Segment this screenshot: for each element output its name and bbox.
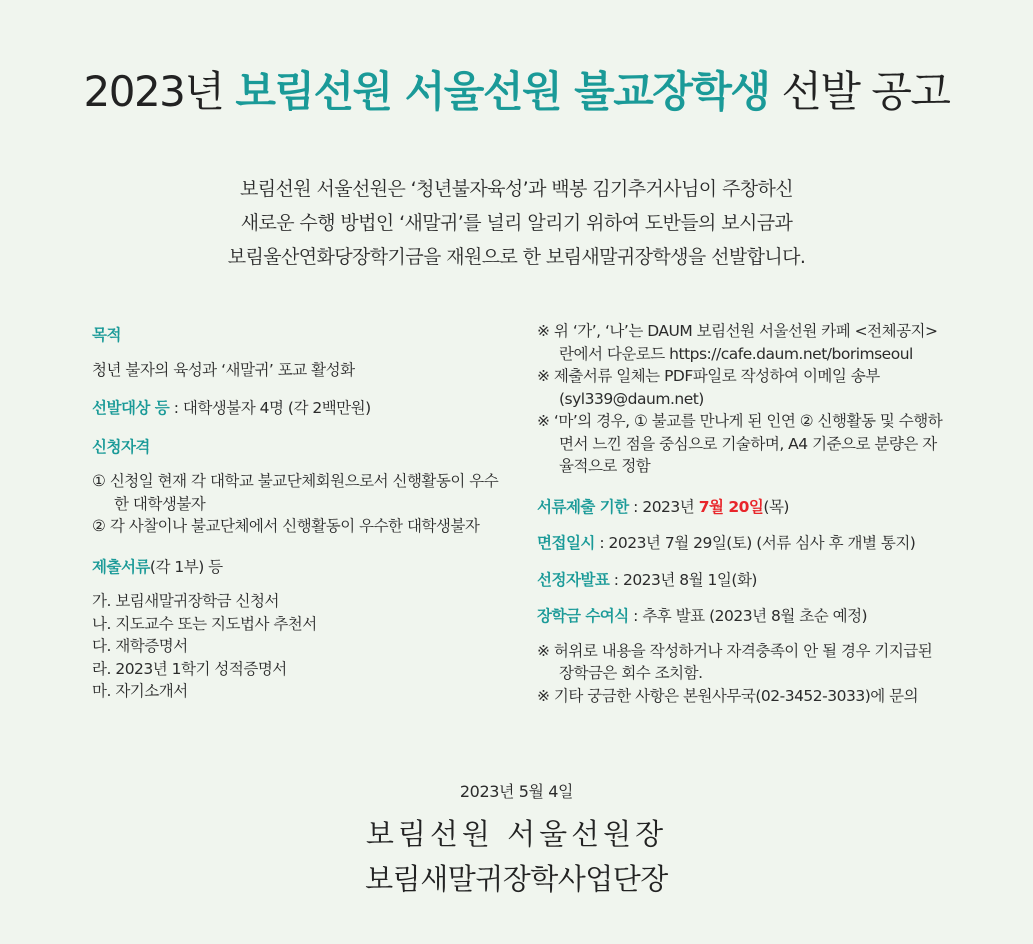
documents-heading [92,556,512,579]
warning-item: ※ 허위로 내용을 작성하거나 자격충족이 안 될 경우 기지급된 장학금은 회수 조치함. [537,641,933,682]
intro-paragraph [0,172,1033,274]
qualification-label: 신청자격 [92,437,150,456]
title-highlight: 보림선원 서울선원 불교장학생 [235,67,770,116]
documents-label: 제출서류 [92,557,150,576]
document-item: 라. 2023년 1학기 성적증명서 [92,659,287,678]
document-item: 마. 자기소개서 [92,682,188,700]
document-item: 다. 재학증명서 [92,637,188,655]
intro-line: 새로운 수행 방법인 ‘새말귀’를 널리 알리기 위하여 도반들의 보시금과 [240,212,793,234]
target-text: : 대학생불자 4명 (각 2백만원) [169,399,371,417]
intro-line: 보림울산연화당장학기금을 재원으로 한 보림새말귀장학생을 선발합니다. [227,246,806,268]
purpose-section [92,324,512,381]
deadline-section [537,496,949,519]
documents-section [92,556,512,703]
purpose-label: 목적 [92,326,121,344]
qualification-item: ② 각 사찰이나 불교단체에서 신행활동이 우수한 대학생불자 [92,517,480,535]
documents-suffix: (각 1부) 등 [149,557,223,576]
deadline-date: 7월 20일 [698,497,764,516]
notice-date: 2023년 5월 4일 [459,782,574,801]
target-label: 선발대상 등 [92,399,170,417]
deadline-prefix: : 2023년 [628,497,699,516]
left-column [92,324,512,703]
deadline-label: 서류제출 기한 [537,497,629,516]
target-section [92,397,512,420]
award-section [537,605,949,628]
award-text: : 추후 발표 (2023년 8월 초순 예정) [628,607,868,625]
purpose-text: 청년 불자의 육성과 ‘새말귀’ 포교 활성화 [92,360,355,379]
qualification-section [92,436,512,538]
interview-label: 면접일시 [537,534,595,552]
right-column [537,320,949,707]
signature-line: 보림새말귀장학사업단장 [365,862,668,896]
announce-label: 선정자발표 [537,570,610,589]
document-item: 가. 보림새말귀장학금 신청서 [92,592,279,610]
interview-section [537,532,949,555]
signature-line: 보림선원 서울선원장 [365,817,668,851]
warning-item: ※ 기타 궁금한 사항은 본원사무국(02-3452-3033)에 문의 [537,686,919,705]
deadline-suffix: (목) [763,497,789,516]
announce-text: : 2023년 8월 1일(화) [609,570,757,589]
note-item: ※ ‘마’의 경우, ① 불교를 만나게 된 인연 ② 신행활동 및 수행하면서 느낀 점을 중심으로 기술하며, A4 기준으로 분량은 자율적으로 정함 [537,412,943,475]
page-title [0,62,1033,122]
qualification-item: ① 신청일 현재 각 대학교 불교단체회원으로서 신행활동이 우수한 대학생불자 [92,472,499,513]
title-suffix: 선발 공고 [769,67,950,116]
title-prefix: 2023년 [83,67,236,116]
note-item: ※ 위 ‘가’, ‘나’는 DAUM 보림선원 서울선원 카페 <전체공지>란에서 다운로드 https://cafe.daum.net/borimseoul [537,322,938,363]
document-item: 나. 지도교수 또는 지도법사 추천서 [92,614,317,633]
announce-section [537,569,949,592]
intro-line: 보림선원 서울선원은 ‘청년불자육성’과 백봉 김기추거사님이 주창하신 [240,178,793,200]
award-label: 장학금 수여식 [537,607,629,625]
interview-text: : 2023년 7월 29일(토) (서류 심사 후 개별 통지) [594,534,916,552]
note-item: ※ 제출서류 일체는 PDF파일로 작성하여 이메일 송부 (syl339@daum.net) [537,367,880,408]
